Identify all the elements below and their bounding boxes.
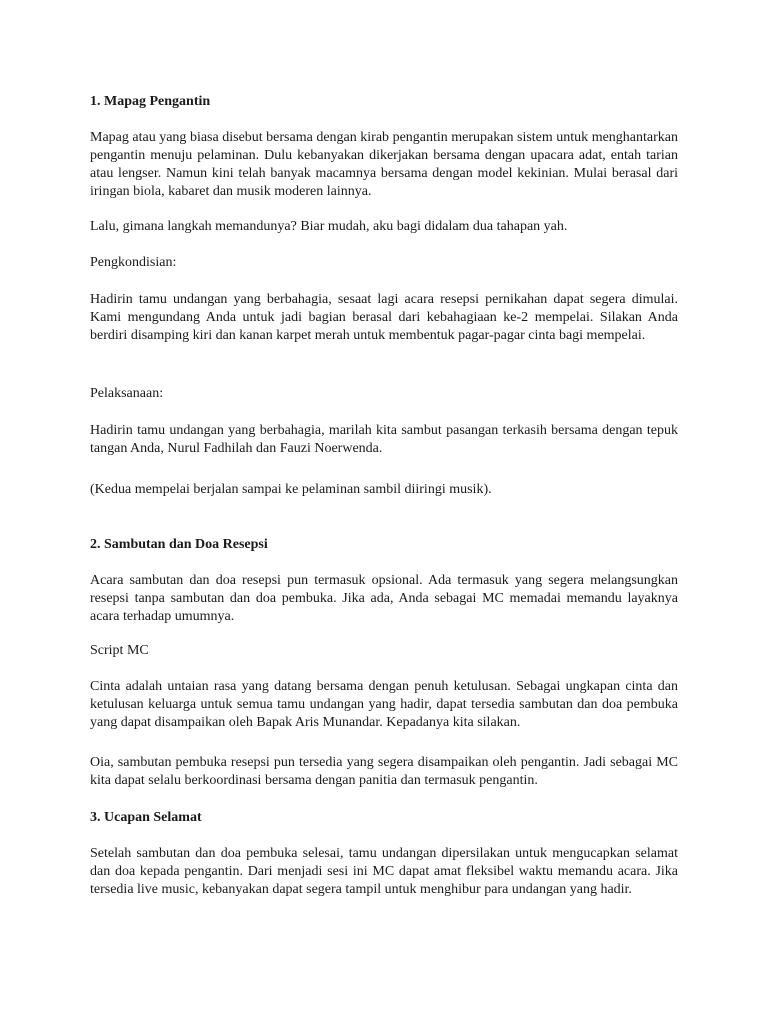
section-1-paragraph: Hadirin tamu undangan yang berbahagia, marilah kita sambut pasangan terkasih bersama dengan tepuk tangan Anda, Nurul Fadhilah dan Fauzi Noerwenda. <box>90 423 678 456</box>
section-2-heading: 2. Sambutan dan Doa Resepsi <box>90 537 268 552</box>
section-2-paragraph: Oia, sambutan pembuka resepsi pun tersedia yang segera disampaikan oleh pengantin. Jadi sebagai MC kita dapat selalu berkoordinasi bersama dengan panitia dan termasuk pengantin. <box>90 755 678 788</box>
section-1-paragraph: Hadirin tamu undangan yang berbahagia, sesaat lagi acara resepsi pernikahan dapat segera dimulai. Kami mengundang Anda untuk jadi bagian berasal dari kebahagiaan ke-2 mempelai. Silakan Anda berdiri disamping kiri dan kanan karpet merah untuk membentuk pagar-pagar cinta bagi mempelai. <box>90 292 678 343</box>
section-3-paragraph: Setelah sambutan dan doa pembuka selesai, tamu undangan dipersilakan untuk mengucapkan selamat dan doa kepada pengantin. Dari menjadi sesi ini MC dapat amat fleksibel waktu memandu acara. Jika tersedia live music, kebanyakan dapat segera tampil untuk menghibur para undangan yang hadir. <box>90 846 678 897</box>
section-2-subheading: Script MC <box>90 643 149 658</box>
section-1-subheading: Pengkondisian: <box>90 255 177 270</box>
section-1-subheading: Pelaksanaan: <box>90 386 164 401</box>
section-1-paragraph: Lalu, gimana langkah memandunya? Biar mudah, aku bagi didalam dua tahapan yah. <box>90 219 568 234</box>
section-2-paragraph: Acara sambutan dan doa resepsi pun termasuk opsional. Ada termasuk yang segera melangsungkan resepsi tanpa sambutan dan doa pembuka. Jika ada, Anda sebagai MC memadai memandu layaknya acara terhadap umumnya. <box>90 573 678 624</box>
section-3-heading: 3. Ucapan Selamat <box>90 810 202 825</box>
section-2-paragraph: Cinta adalah untaian rasa yang datang bersama dengan penuh ketulusan. Sebagai ungkapan cinta dan ketulusan keluarga untuk semua tamu undangan yang hadir, dapat tersedia sambutan dan doa pembuka yang dapat disampaikan oleh Bapak Aris Munandar. Kepadanya kita silakan. <box>90 679 678 730</box>
section-1-paragraph: Mapag atau yang biasa disebut bersama dengan kirab pengantin merupakan sistem untuk menghantarkan pengantin menuju pelaminan. Dulu kebanyakan dikerjakan bersama dengan upacara adat, entah tarian atau lengser. Namun kini telah banyak macamnya bersama dengan model kekinian. Mulai berasal dari iringan biola, kabaret dan musik moderen lainnya. <box>90 130 678 199</box>
section-1-heading: 1. Mapag Pengantin <box>90 94 211 109</box>
section-1-paragraph: (Kedua mempelai berjalan sampai ke pelaminan sambil diiringi musik). <box>90 482 492 497</box>
